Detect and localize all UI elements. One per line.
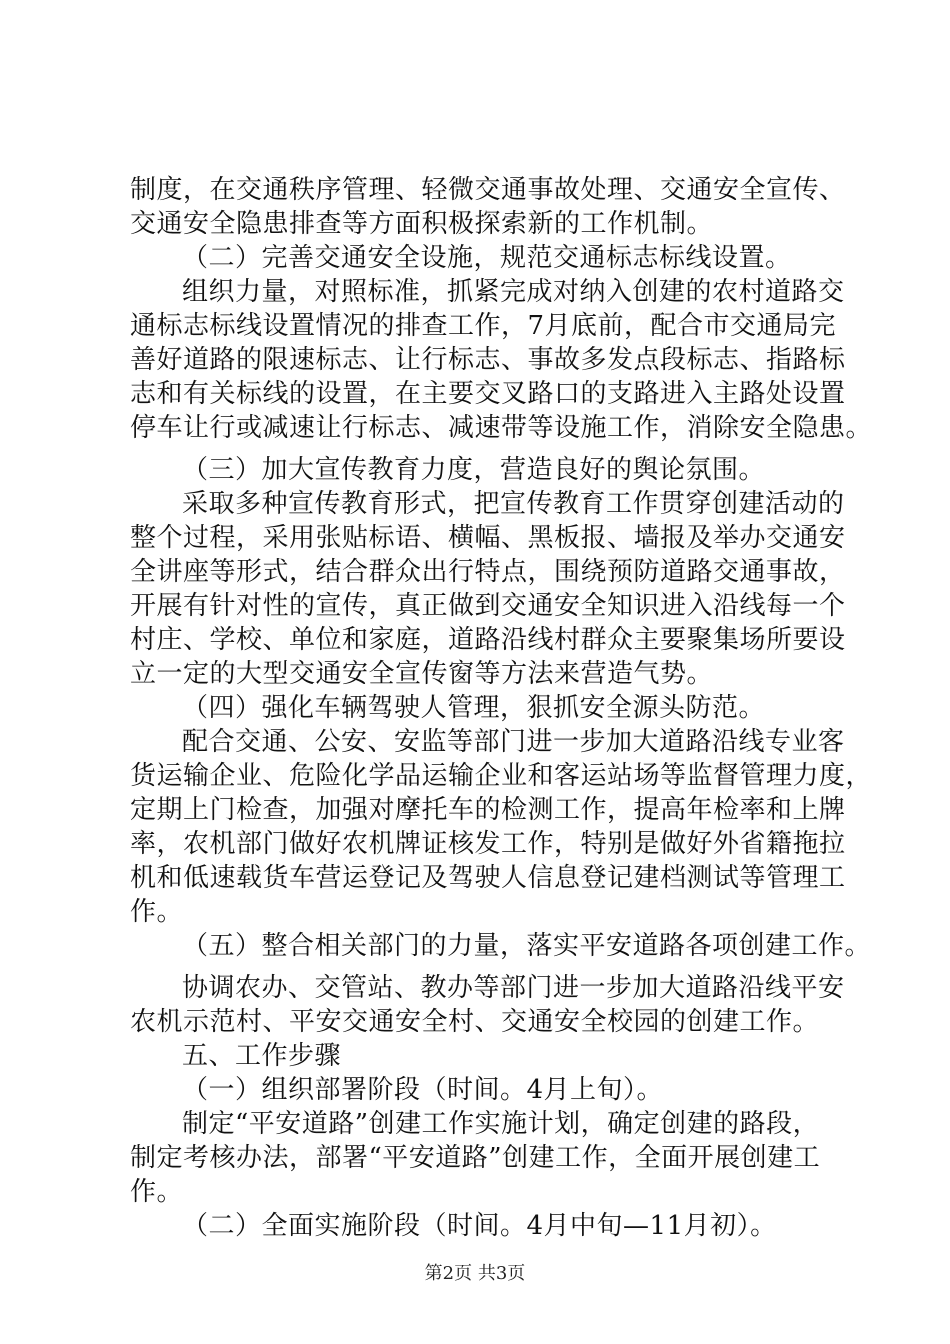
text-line: 采取多种宣传教育形式，把宣传教育工作贯穿创建活动的 xyxy=(182,489,845,519)
text-line: 制定考核办法，部署“平安道路”创建工作，全面开展创建工 xyxy=(130,1143,821,1173)
text-line: 作。 xyxy=(130,1177,184,1207)
text-line: 通标志标线设置情况的排查工作，7月底前，配合市交通局完 xyxy=(130,311,837,341)
section-heading: （二）全面实施阶段（时间。4月中旬—11月初）。 xyxy=(182,1211,777,1241)
text-line: 组织力量，对照标准，抓紧完成对纳入创建的农村道路交 xyxy=(182,277,845,307)
text-line: 制定“平安道路”创建工作实施计划，确定创建的路段， xyxy=(182,1109,820,1139)
text-line: 作。 xyxy=(130,897,184,927)
text-line: 制度，在交通秩序管理、轻微交通事故处理、交通安全宣传、 xyxy=(130,175,846,205)
page-number: 第2页 共3页 xyxy=(424,1263,526,1284)
section-heading: （三）加大宣传教育力度，营造良好的舆论氛围。 xyxy=(182,455,766,485)
section-heading: （五）整合相关部门的力量，落实平安道路各项创建工作。 xyxy=(182,931,872,961)
text-line: 率，农机部门做好农机牌证核发工作，特别是做好外省籍拖拉 xyxy=(130,829,846,859)
text-line: 村庄、学校、单位和家庭，道路沿线村群众主要聚集场所要设 xyxy=(130,625,846,655)
section-heading: 五、工作步骤 xyxy=(182,1041,342,1071)
text-line: 全讲座等形式，结合群众出行特点，围绕预防道路交通事故， xyxy=(130,557,846,587)
text-line: 停车让行或减速让行标志、减速带等设施工作，消除安全隐患。 xyxy=(130,413,873,443)
text-line: 配合交通、公安、安监等部门进一步加大道路沿线专业客 xyxy=(182,727,845,757)
text-line: 开展有针对性的宣传，真正做到交通安全知识进入沿线每一个 xyxy=(130,591,846,621)
section-heading: （一）组织部署阶段（时间。4月上旬）。 xyxy=(182,1075,664,1105)
text-line: 善好道路的限速标志、让行标志、事故多发点段标志、指路标 xyxy=(130,345,846,375)
text-line: 货运输企业、危险化学品运输企业和客运站场等监督管理力度， xyxy=(130,761,873,791)
text-line: 立一定的大型交通安全宣传窗等方法来营造气势。 xyxy=(130,659,714,689)
section-heading: （二）完善交通安全设施，规范交通标志标线设置。 xyxy=(182,243,792,273)
text-line: 协调农办、交管站、教办等部门进一步加大道路沿线平安 xyxy=(182,973,845,1003)
text-line: 整个过程，采用张贴标语、横幅、黑板报、墙报及举办交通安 xyxy=(130,523,846,553)
text-line: 交通安全隐患排查等方面积极探索新的工作机制。 xyxy=(130,209,714,239)
text-line: 定期上门检查，加强对摩托车的检测工作，提高年检率和上牌 xyxy=(130,795,846,825)
text-line: 农机示范村、平安交通安全村、交通安全校园的创建工作。 xyxy=(130,1007,820,1037)
section-heading: （四）强化车辆驾驶人管理，狠抓安全源头防范。 xyxy=(182,693,766,723)
text-line: 志和有关标线的设置，在主要交叉路口的支路进入主路处设置 xyxy=(130,379,846,409)
text-line: 机和低速载货车营运登记及驾驶人信息登记建档测试等管理工 xyxy=(130,863,846,893)
